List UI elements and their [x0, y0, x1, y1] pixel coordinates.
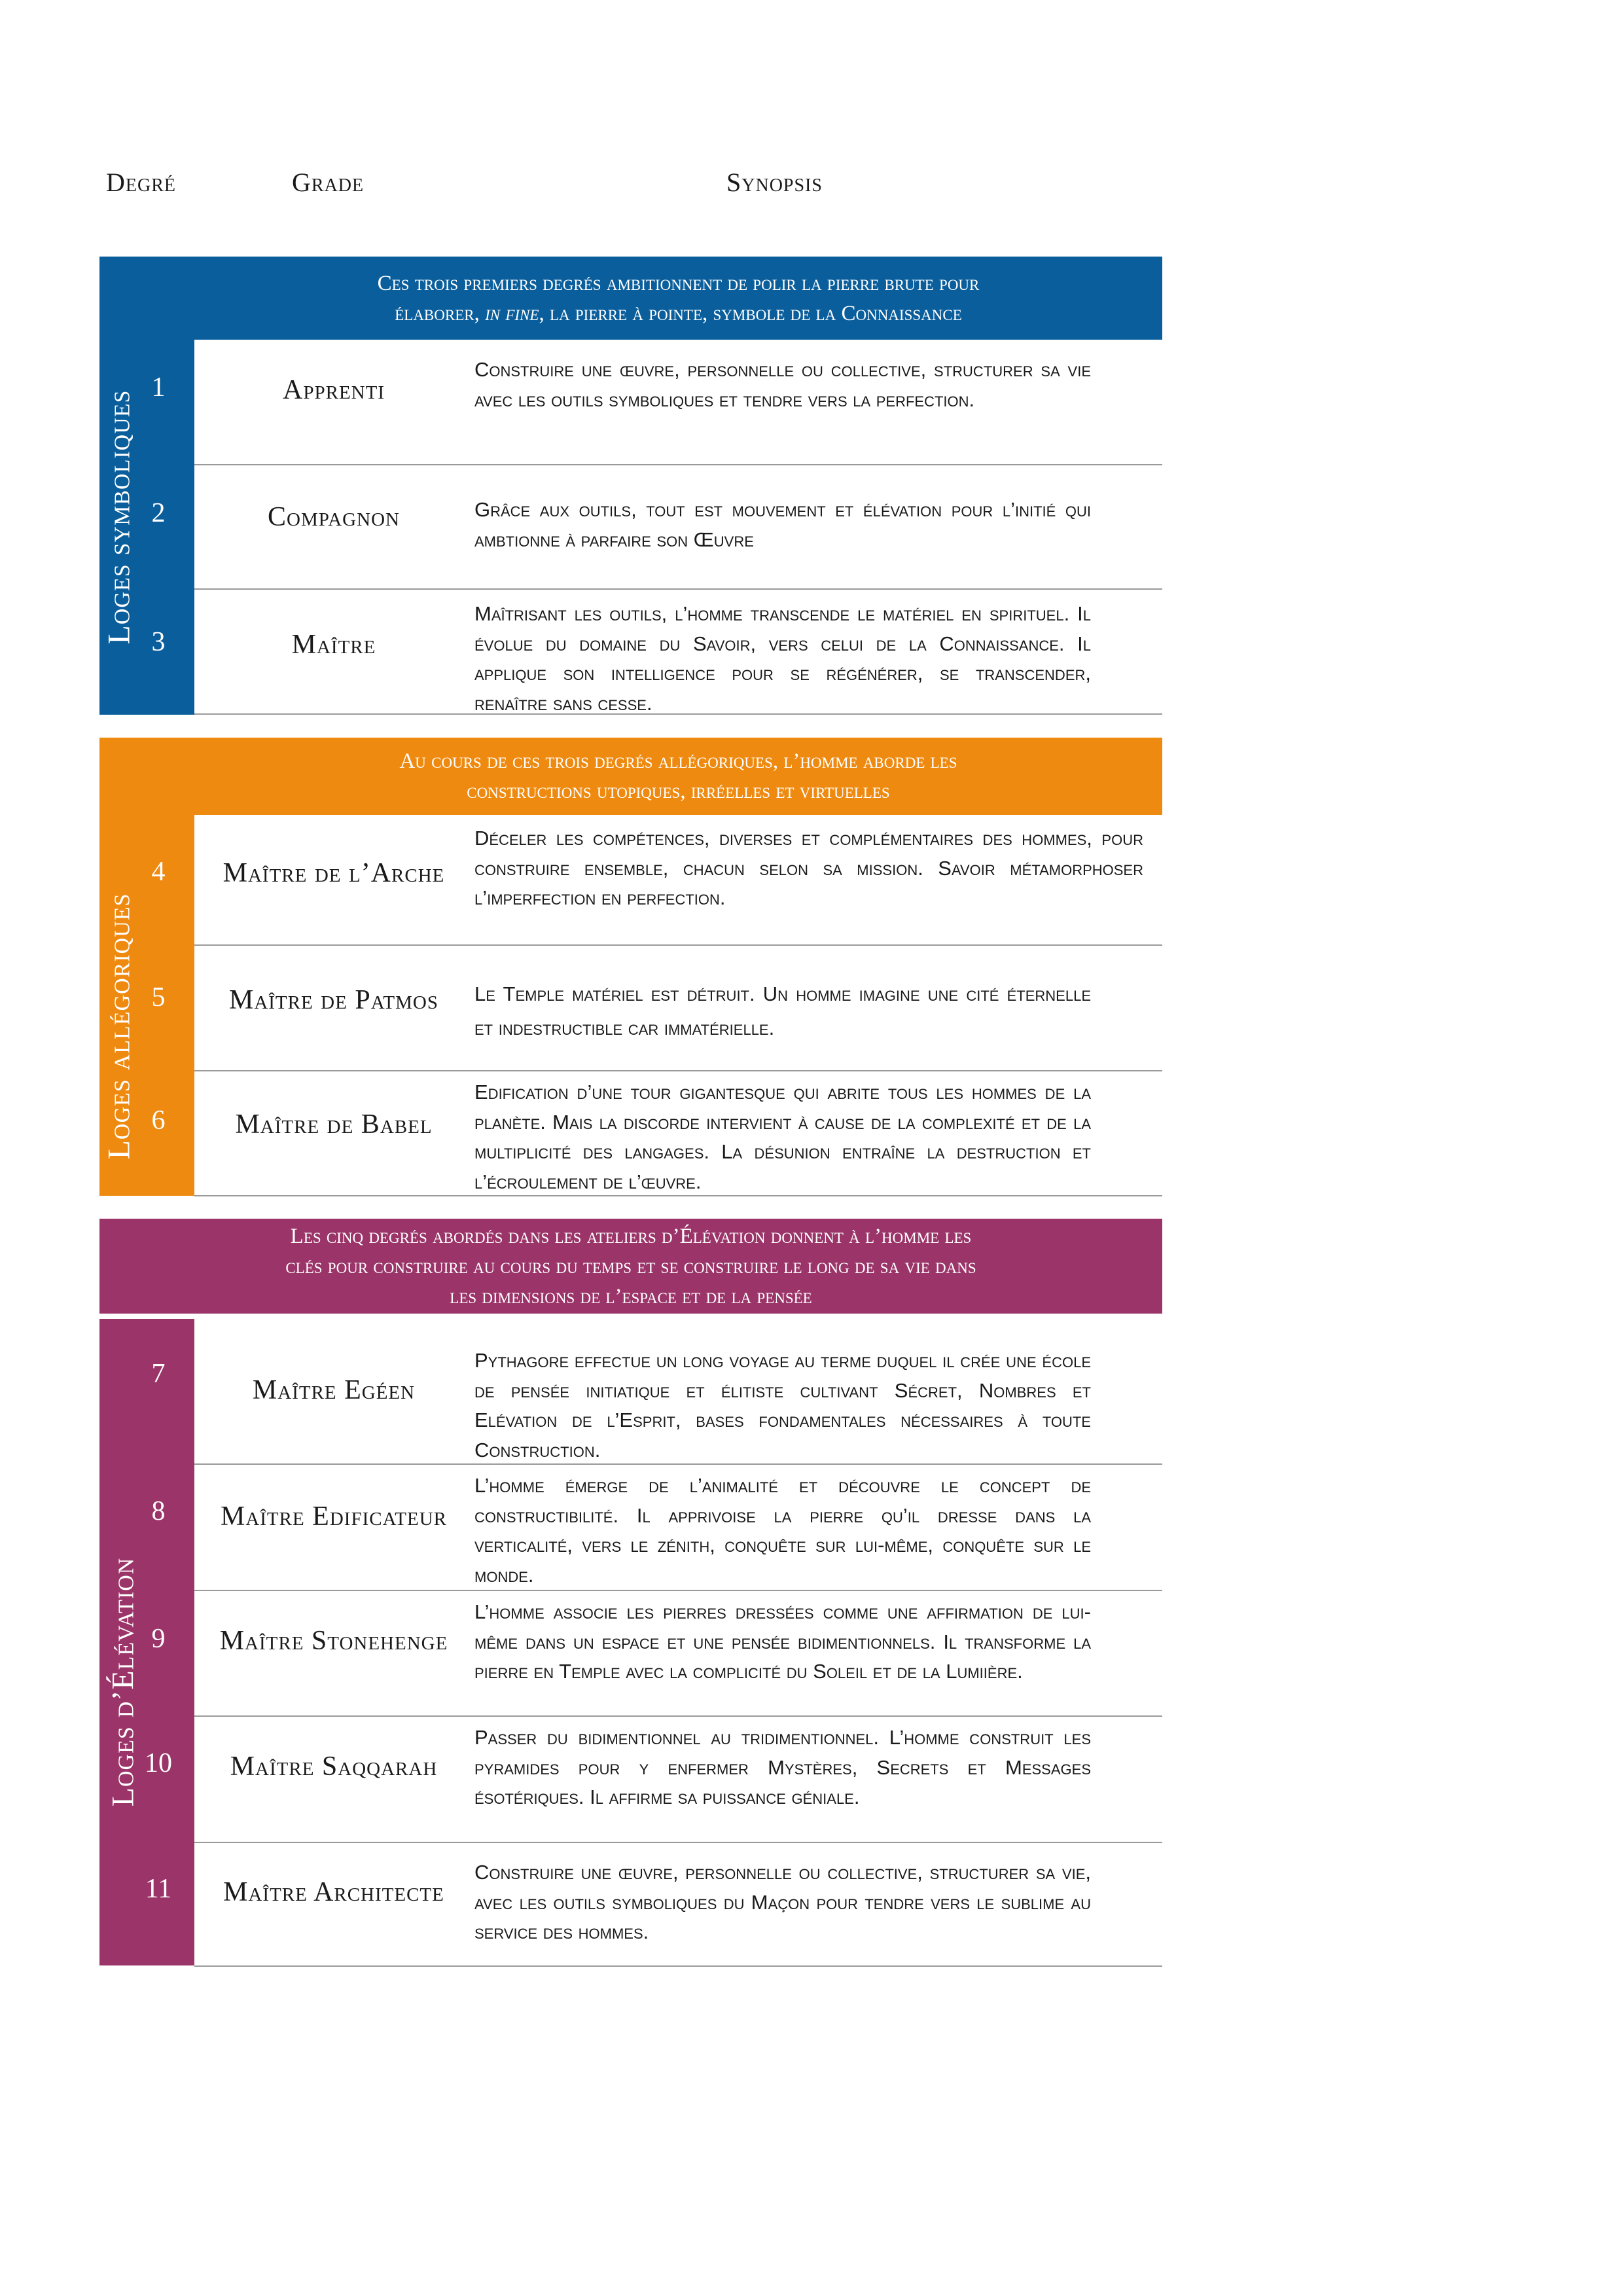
degree-number: 9 [151, 1624, 166, 1654]
grade-name: Compagnon [268, 502, 400, 532]
synopsis-text: Le Temple matériel est détruit. Un homme imagine une cité éternelle et indestructible car immatérielle. [474, 982, 1091, 1039]
grade-name: Maître Edificateur [220, 1501, 448, 1532]
degree-number: 1 [151, 372, 166, 403]
section-label-elevation: Loges d’Élévation [105, 1557, 141, 1807]
degree-number: 3 [151, 627, 166, 657]
grade-name: Apprenti [283, 375, 385, 405]
banner-line: Au cours de ces trois degrés allégoriques, l’homme aborde les [399, 749, 957, 773]
section-banner-symbolic [99, 257, 1162, 340]
banner-text: élaborer, [395, 301, 486, 325]
synopsis-text: Pythagore effectue un long voyage au terme duquel il crée une école de pensée initiatique et élitiste cultivant Sécret, Nombres et Elévation de l’Esprit, bases fondamentales nécessaires à toute Construction. [474, 1349, 1091, 1462]
section-label-allegoric: Loges allégoriques [101, 893, 137, 1160]
synopsis-text: L’homme émerge de l’animalité et découvre le concept de constructibilité. Il apprivoise la pierre qu’il dresse dans la verticalité, vers le zénith, conquête sur lui-même, conquête sur le monde. [474, 1474, 1091, 1587]
degree-number: 11 [145, 1874, 172, 1904]
banner-line: les dimensions de l’espace et de la pensée [450, 1284, 812, 1308]
degree-number: 4 [151, 857, 166, 887]
banner-line: constructions utopiques, irréelles et virtuelles [467, 780, 890, 803]
degree-number: 6 [151, 1105, 166, 1136]
grade-name: Maître de Babel [235, 1109, 433, 1139]
section-label-symbolic: Loges symboliques [101, 389, 137, 645]
banner-line [194, 298, 1162, 329]
header-grade: Grade [292, 168, 365, 197]
grade-name: Maître de l’Arche [223, 858, 445, 888]
synopsis-text: Maîtrisant les outils, l’homme transcende le matériel en spirituel. Il évolue du domaine du Savoir, vers celui de la Connaissance. Il applique son intelligence pour se régénérer, se transcender, renaître sans cesse. [474, 602, 1091, 715]
banner-line: Les cinq degrés abordés dans les ateliers d’Élévation donnent à l’homme les [290, 1224, 972, 1248]
header-synopsis: Synopsis [726, 168, 823, 197]
section-banner-elevation [99, 1219, 1162, 1314]
degree-number: 10 [145, 1748, 172, 1778]
section-banner-allegoric [99, 738, 1162, 815]
synopsis-text: Déceler les compétences, diverses et complémentaires des hommes, pour construire ensemble, chacun selon sa mission. Savoir métamorphoser l’imperfection en perfection. [474, 827, 1143, 909]
grade-name: Maître Architecte [223, 1877, 444, 1907]
degree-number: 5 [151, 982, 166, 1013]
synopsis-text: Passer du bidimentionnel au tridimentionnel. L’homme construit les pyramides pour y enfermer Mystères, Secrets et Messages ésotériques. Il affirme sa puissance géniale. [474, 1726, 1091, 1808]
synopsis-text: Grâce aux outils, tout est mouvement et élévation pour l’initié qui ambtionne à parfaire son Œuvre [474, 498, 1091, 551]
grade-name: Maître Saqqarah [230, 1751, 438, 1782]
banner-line: Ces trois premiers degrés ambitionnent de polir la pierre brute pour [377, 271, 980, 295]
header-degree: Degré [106, 168, 176, 197]
degree-number: 2 [151, 498, 166, 528]
grade-name: Maître Egéen [252, 1375, 416, 1405]
degree-number: 8 [151, 1496, 166, 1526]
degree-number: 7 [151, 1359, 166, 1389]
banner-text: , la pierre à pointe, symbole de la Connaissance [539, 301, 962, 325]
synopsis-text: Edification d’une tour gigantesque qui abrite tous les hommes de la planète. Mais la discorde intervient à cause de la complexité et de la multiplicité des langages. La désunion entraîne la destruction et l’écroulement de l’œuvre. [474, 1081, 1091, 1193]
grade-name: Maître [291, 630, 376, 660]
banner-line: clés pour construire au cours du temps et se construire le long de sa vie dans [285, 1254, 976, 1278]
synopsis-text: Construire une œuvre, personnelle ou collective, structurer sa vie, avec les outils symboliques du Maçon pour tendre vers le sublime au service des hommes. [474, 1861, 1091, 1943]
grade-name: Maître de Patmos [228, 985, 439, 1015]
banner-italic-text: in fine [485, 301, 539, 325]
synopsis-text: L’homme associe les pierres dressées comme une affirmation de lui-même dans un espace et une pensée bidimentionnels. Il transforme la pierre en Temple avec la complicité du Soleil et de la Lumiière. [474, 1600, 1091, 1683]
grade-name: Maître Stonehenge [219, 1626, 448, 1656]
synopsis-text: Construire une œuvre, personnelle ou collective, structurer sa vie avec les outils symboliques et tendre vers la perfection. [474, 358, 1091, 411]
